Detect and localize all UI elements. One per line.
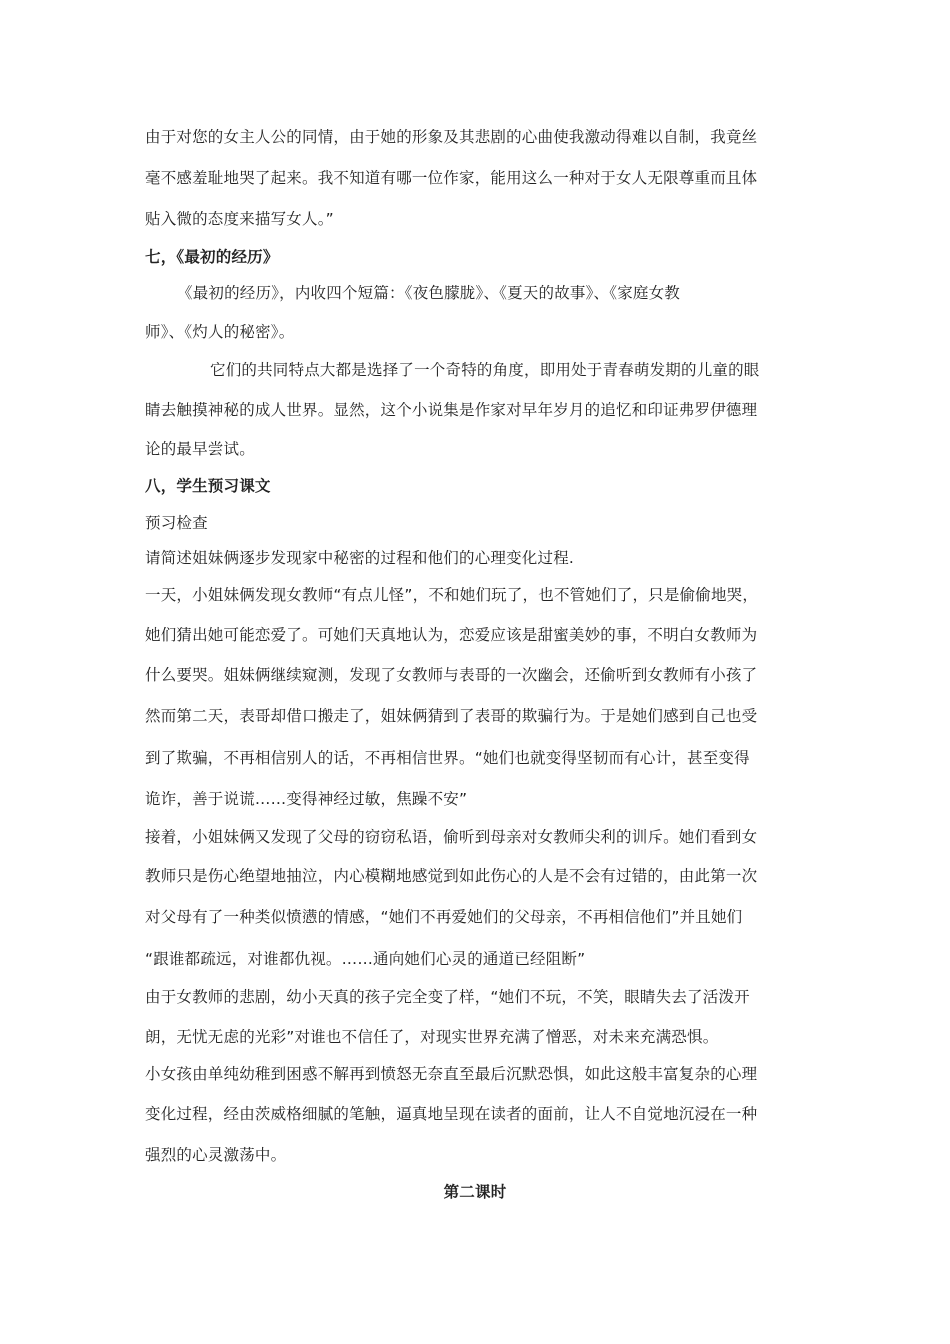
paragraph-line: 《最初的经历》，内收四个短篇：《夜色朦胧》、《夏天的故事》、《家庭女教 (177, 284, 681, 302)
lesson-heading: 第二课时 (443, 1183, 507, 1201)
section-heading: 八，学生预习课文 (145, 477, 271, 495)
paragraph-line: 朗，无忧无虑的光彩”对谁也不信任了，对现实世界充满了憎恶，对未来充满恐惧。 (145, 1028, 719, 1046)
paragraph-line: 由于对您的女主人公的同情，由于她的形象及其悲剧的心曲使我激动得难以自制，我竟丝 (145, 128, 758, 146)
paragraph-line: 由于女教师的悲剧，幼小天真的孩子完全变了样，“她们不玩，不笑，眼睛失去了活泼开 (145, 988, 750, 1006)
paragraph-line: 预习检查 (145, 514, 208, 532)
paragraph-line: 论的最早尝试。 (145, 440, 255, 458)
paragraph-line: 接着，小姐妹俩又发现了父母的窃窃私语，偷听到母亲对女教师尖利的训斥。她们看到女 (145, 828, 758, 846)
paragraph-line: 强烈的心灵激荡中。 (145, 1146, 287, 1164)
paragraph-line: 毫不感羞耻地哭了起来。我不知道有哪一位作家，能用这么一种对于女人无限尊重而且体 (145, 169, 758, 187)
paragraph-line: 睛去触摸神秘的成人世界。显然，这个小说集是作家对早年岁月的追忆和印证弗罗伊德理 (145, 401, 758, 419)
paragraph-line: 它们的共同特点大都是选择了一个奇特的角度，即用处于青春萌发期的儿童的眼 (210, 361, 760, 379)
paragraph-line: 诡诈，善于说谎……变得神经过敏，焦躁不安” (145, 790, 468, 808)
paragraph-line: 一天，小姐妹俩发现女教师“有点儿怪”，不和她们玩了，也不管她们了，只是偷偷地哭， (145, 586, 759, 604)
paragraph-line: 请简述姐妹俩逐步发现家中秘密的过程和他们的心理变化过程. (145, 549, 575, 567)
paragraph-line: 到了欺骗，不再相信别人的话，不再相信世界。“她们也就变得坚韧而有心计，甚至变得 (145, 749, 750, 767)
paragraph-line: 然而第二天，表哥却借口搬走了，姐妹俩猜到了表哥的欺骗行为。于是她们感到自己也受 (145, 707, 758, 725)
section-heading: 七，《最初的经历》 (145, 248, 279, 266)
paragraph-line: 教师只是伤心绝望地抽泣，内心模糊地感觉到如此伤心的人是不会有过错的，由此第一次 (145, 867, 758, 885)
paragraph-line: 对父母有了一种类似愤懑的情感，“她们不再爱她们的父母亲，不再相信他们”并且她们 (145, 908, 743, 926)
paragraph-line: “跟谁都疏远，对谁都仇视。……通向她们心灵的通道已经阻断” (145, 950, 586, 968)
paragraph-line: 她们猜出她可能恋爱了。可她们天真地认为，恋爱应该是甜蜜美妙的事，不明白女教师为 (145, 626, 758, 644)
paragraph-line: 师》、《灼人的秘密》。 (145, 323, 295, 341)
paragraph-line: 贴入微的态度来描写女人。” (145, 210, 334, 228)
paragraph-line: 什么要哭。姐妹俩继续窥测，发现了女教师与表哥的一次幽会，还偷听到女教师有小孩了 (145, 666, 758, 684)
paragraph-line: 变化过程，经由茨威格细腻的笔触，逼真地呈现在读者的面前，让人不自觉地沉浸在一种 (145, 1105, 758, 1123)
paragraph-line: 小女孩由单纯幼稚到困惑不解再到愤怒无奈直至最后沉默恐惧，如此这般丰富复杂的心理 (145, 1065, 758, 1083)
